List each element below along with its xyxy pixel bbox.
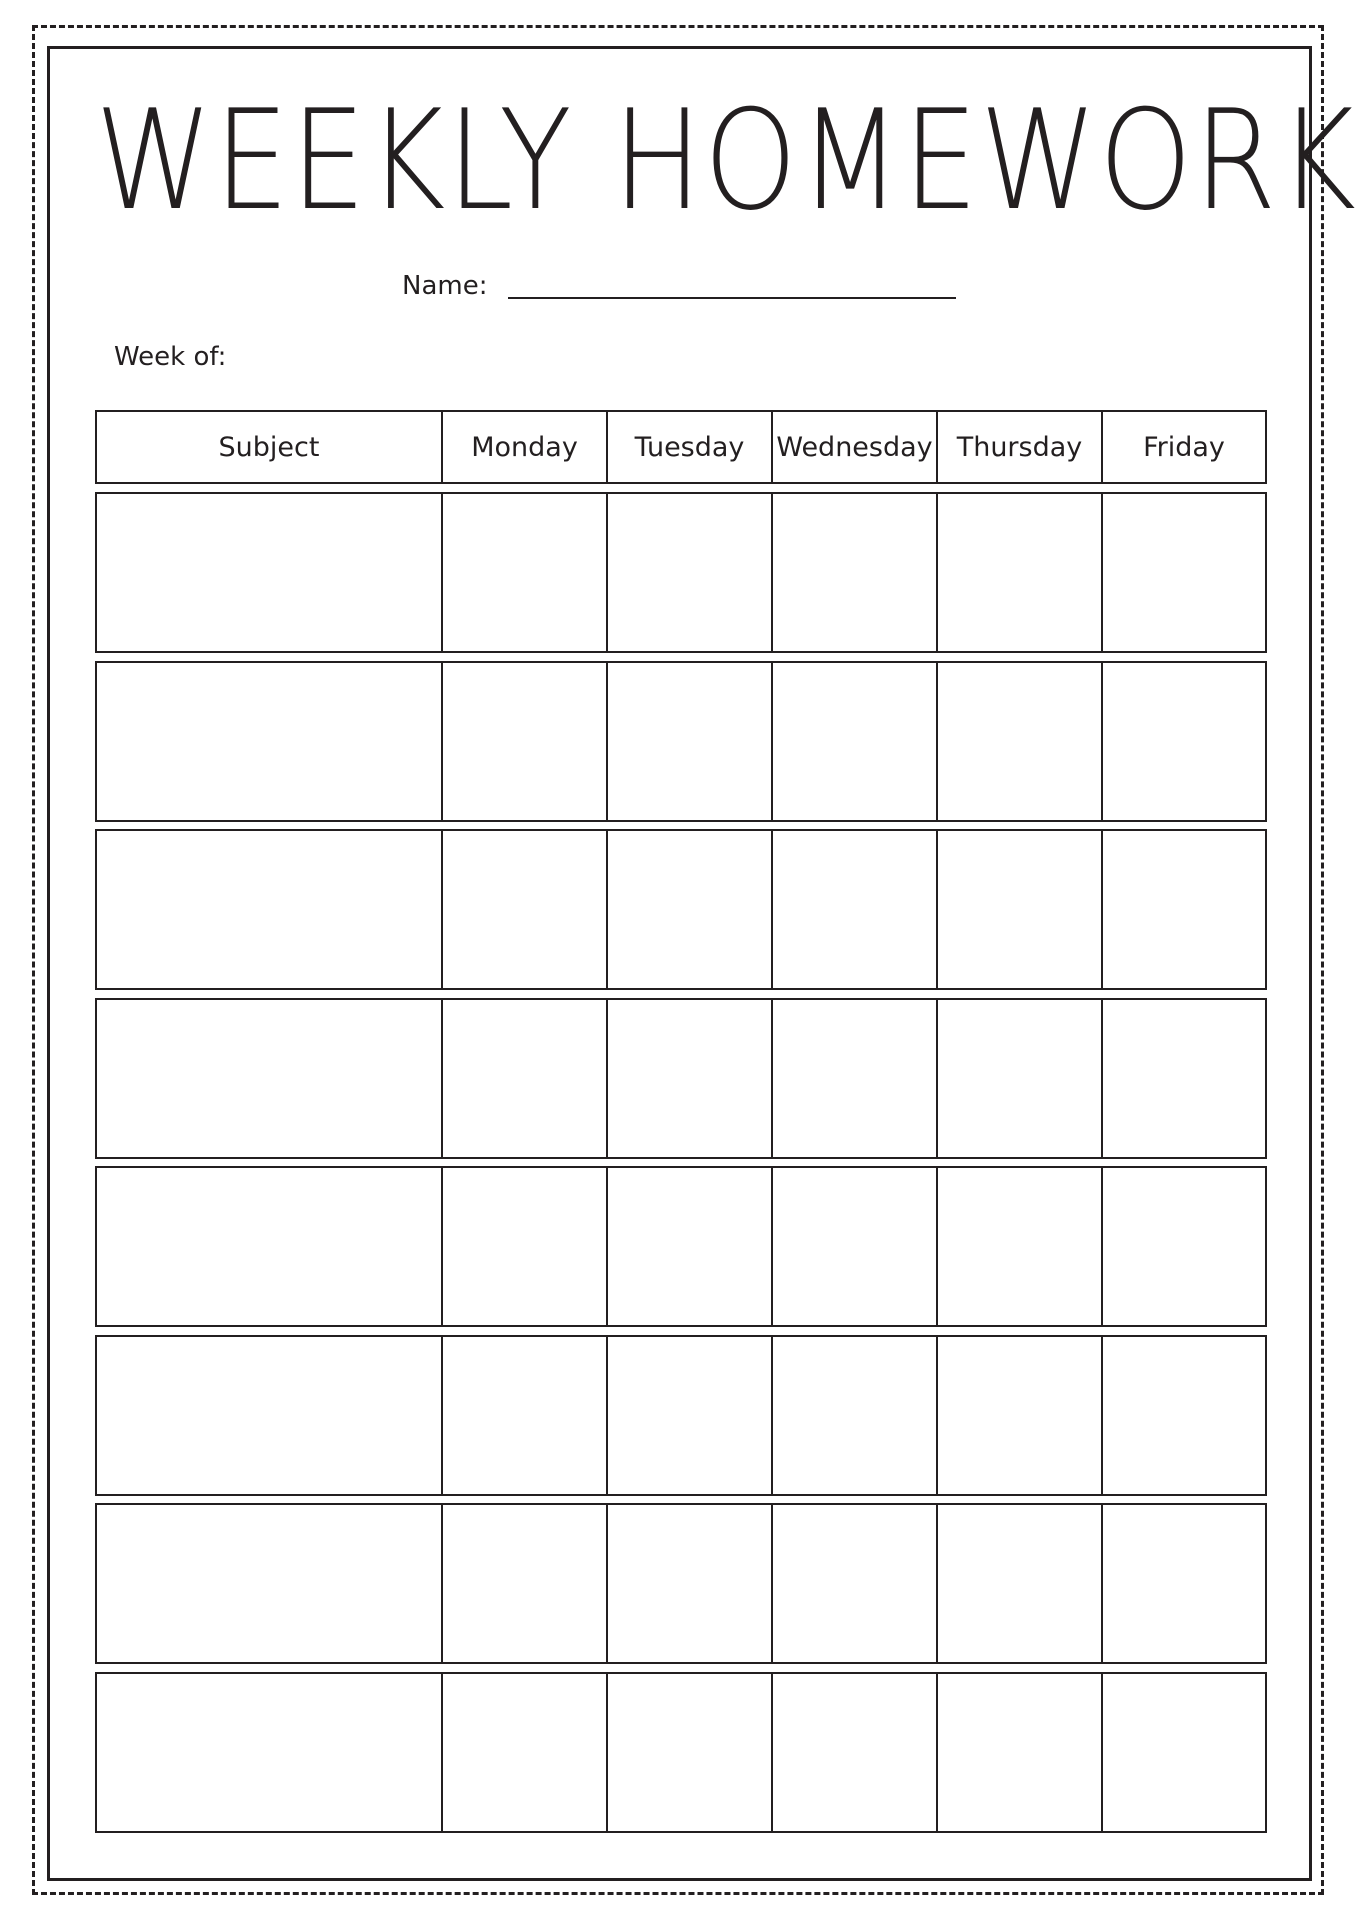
name-field-row	[402, 268, 487, 304]
cell-friday[interactable]	[1101, 831, 1265, 988]
cell-subject[interactable]	[97, 1674, 441, 1831]
cell-friday[interactable]	[1101, 1505, 1265, 1662]
cell-tuesday[interactable]	[606, 1000, 771, 1157]
table-row	[95, 1672, 1267, 1833]
cell-wednesday[interactable]	[771, 494, 936, 651]
cell-tuesday[interactable]	[606, 663, 771, 820]
cell-thursday[interactable]	[936, 1000, 1101, 1157]
cell-thursday[interactable]	[936, 1674, 1101, 1831]
header-subject: Subject	[218, 431, 320, 463]
cell-wednesday[interactable]	[771, 831, 936, 988]
cell-wednesday[interactable]	[771, 663, 936, 820]
cell-subject[interactable]	[97, 1337, 441, 1494]
page-title: WEEKLY HOMEWORK	[95, 80, 1358, 241]
cell-wednesday[interactable]	[771, 1000, 936, 1157]
table-row	[95, 829, 1267, 990]
cell-friday[interactable]	[1101, 663, 1265, 820]
table-row	[95, 998, 1267, 1159]
cell-wednesday[interactable]	[771, 1674, 936, 1831]
cell-wednesday[interactable]	[771, 1505, 936, 1662]
header-thursday: Thursday	[936, 412, 1101, 482]
header-tuesday: Tuesday	[606, 412, 771, 482]
cell-subject[interactable]	[97, 1505, 441, 1662]
header-wednesday: Wednesday	[771, 412, 936, 482]
cell-friday[interactable]	[1101, 1674, 1265, 1831]
cell-subject[interactable]	[97, 663, 441, 820]
table-row	[95, 1166, 1267, 1327]
cell-friday[interactable]	[1101, 1000, 1265, 1157]
cell-subject[interactable]	[97, 831, 441, 988]
cell-tuesday[interactable]	[606, 1337, 771, 1494]
cell-friday[interactable]	[1101, 1337, 1265, 1494]
cell-thursday[interactable]	[936, 663, 1101, 820]
cell-monday[interactable]	[441, 1168, 606, 1325]
table-header-row	[95, 410, 1267, 484]
name-field[interactable]	[508, 297, 956, 299]
table-row	[95, 1503, 1267, 1664]
cell-monday[interactable]	[441, 1674, 606, 1831]
cell-wednesday[interactable]	[771, 1337, 936, 1494]
cell-thursday[interactable]	[936, 1505, 1101, 1662]
cell-tuesday[interactable]	[606, 1674, 771, 1831]
cell-friday[interactable]	[1101, 1168, 1265, 1325]
cell-tuesday[interactable]	[606, 494, 771, 651]
header-friday: Friday	[1101, 412, 1265, 482]
cell-thursday[interactable]	[936, 831, 1101, 988]
week-of-label[interactable]: Week of:	[114, 342, 227, 372]
cell-tuesday[interactable]	[606, 1505, 771, 1662]
week-of-row	[114, 344, 226, 370]
table-row	[95, 492, 1267, 653]
cell-thursday[interactable]	[936, 1337, 1101, 1494]
cell-monday[interactable]	[441, 1337, 606, 1494]
cell-thursday[interactable]	[936, 494, 1101, 651]
cell-subject[interactable]	[97, 494, 441, 651]
name-label: Name:	[402, 271, 488, 301]
cell-tuesday[interactable]	[606, 831, 771, 988]
cell-thursday[interactable]	[936, 1168, 1101, 1325]
cell-friday[interactable]	[1101, 494, 1265, 651]
cell-monday[interactable]	[441, 1000, 606, 1157]
cell-monday[interactable]	[441, 663, 606, 820]
cell-subject[interactable]	[97, 1000, 441, 1157]
table-row	[95, 1335, 1267, 1496]
cell-monday[interactable]	[441, 494, 606, 651]
header-monday: Monday	[441, 412, 606, 482]
cell-monday[interactable]	[441, 1505, 606, 1662]
cell-wednesday[interactable]	[771, 1168, 936, 1325]
table-row	[95, 661, 1267, 822]
cell-tuesday[interactable]	[606, 1168, 771, 1325]
cell-subject[interactable]	[97, 1168, 441, 1325]
cell-monday[interactable]	[441, 831, 606, 988]
